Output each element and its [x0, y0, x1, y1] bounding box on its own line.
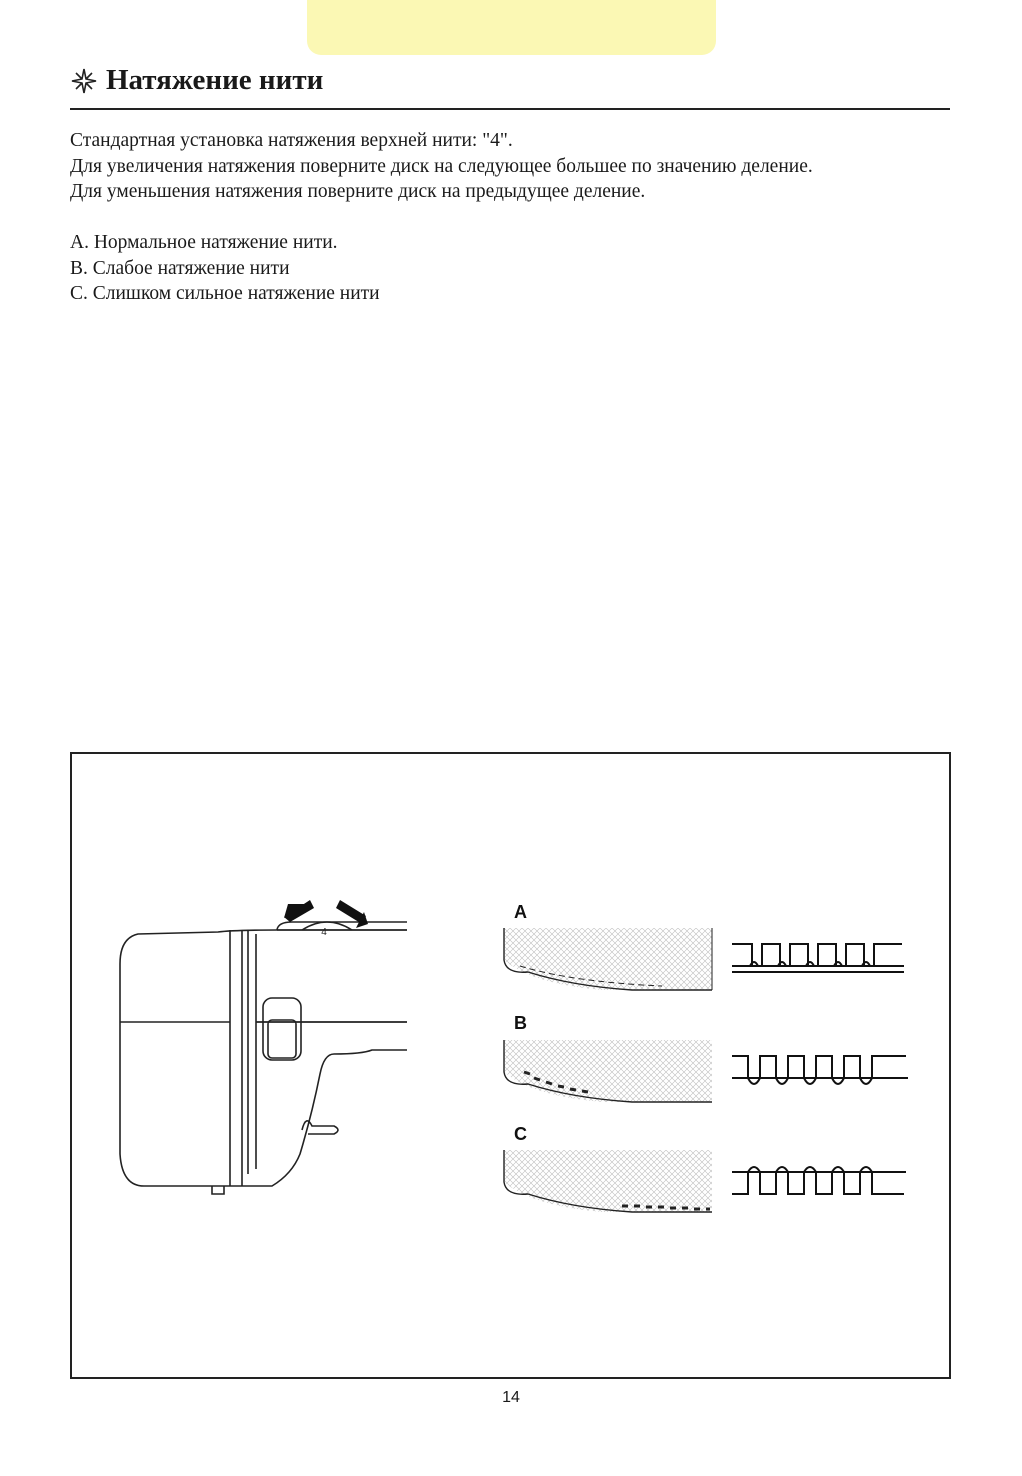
page-title: Натяжение нити: [106, 64, 324, 96]
decrease-arrow-icon: [284, 900, 314, 922]
intro-line: Для увеличения натяжения поверните диск на следующее большее по значению деление.: [70, 155, 813, 177]
legend-item-b: B. Слабое натяжение нити: [70, 257, 290, 279]
panel-label-c: C: [514, 1124, 527, 1144]
intro-text: [70, 128, 813, 205]
legend-item-a: A. Нормальное натяжение нити.: [70, 232, 338, 253]
heading-rule: [70, 108, 950, 110]
panel-label-b: B: [514, 1013, 527, 1033]
panel-label-a: A: [514, 902, 527, 922]
fabric-swatch-a: [504, 928, 712, 990]
stitch-diagram-a: [732, 944, 904, 972]
sparkle-star-icon: [70, 67, 98, 95]
tension-legend: [70, 230, 380, 307]
tension-illustration: [70, 752, 951, 1379]
fabric-swatch-c: [504, 1150, 712, 1212]
fabric-swatch-b: [504, 1040, 712, 1102]
stitch-diagram-b: [732, 1056, 908, 1084]
illustration-canvas: [72, 754, 949, 1377]
intro-line: Стандартная установка натяжения верхней нити: "4".: [70, 130, 513, 151]
sewing-machine-drawing: [120, 922, 407, 1194]
page-number: 14: [502, 1389, 520, 1406]
legend-item-c: C. Слишком сильное натяжение нити: [70, 283, 380, 304]
dial-value: 4: [321, 927, 327, 938]
stitch-diagram-c: [732, 1167, 906, 1194]
intro-line: Для уменьшения натяжения поверните диск на предыдущее деление.: [70, 181, 646, 202]
header-tab: [307, 0, 716, 55]
section-heading: [70, 64, 323, 97]
